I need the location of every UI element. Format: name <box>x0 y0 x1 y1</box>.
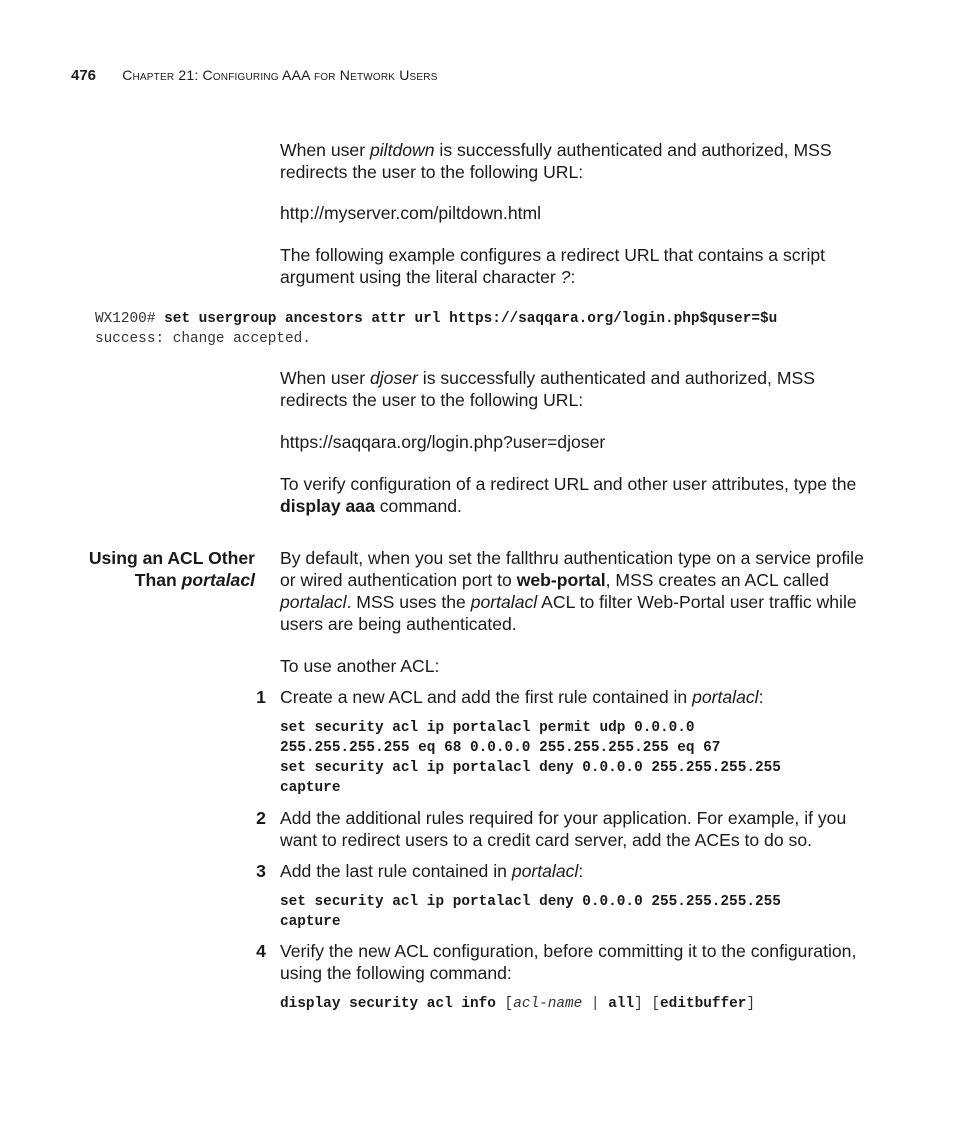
paragraph-default-acl: By default, when you set the fallthru authentication type on a service profile or wired authentication port to web-portal, MSS creates an ACL called portalacl. MSS uses the portalacl ACL to filter Web-Portal user traffic while users are being authenticated. <box>280 548 864 634</box>
url-djoser: https://saqqara.org/login.php?user=djoser <box>280 432 606 452</box>
section-heading: Using an ACL Other Than portalacl <box>88 548 255 590</box>
step-number: 1 <box>256 687 266 707</box>
paragraph-use-another-acl: To use another ACL: <box>280 656 440 676</box>
step-3-code: set security acl ip portalacl deny 0.0.0.0 255.255.255.255 capture <box>280 894 781 930</box>
cli-command-line <box>95 309 777 329</box>
paragraph-djoser: When user djoser is successfully authenticated and authorized, MSS redirects the user to the following URL: <box>280 368 815 410</box>
paragraph-piltdown: When user piltdown is successfully authenticated and authorized, MSS redirects the user to the following URL: <box>280 140 832 182</box>
page-number: 476 <box>71 67 97 84</box>
step-number: 2 <box>256 808 266 828</box>
step-number: 4 <box>256 941 266 961</box>
chapter-title: Chapter 21: Configuring AAA for Network Users <box>122 67 438 83</box>
page-header <box>71 67 438 84</box>
user-name: djoser <box>369 368 418 388</box>
display-aaa-command: display aaa <box>280 496 375 516</box>
paragraph-verify: To verify configuration of a redirect URL and other user attributes, type the display aaa command. <box>280 474 857 516</box>
user-name: piltdown <box>369 140 435 160</box>
step-4-syntax: display security acl info [acl-name | all] [editbuffer] <box>280 996 756 1012</box>
step-3-text: Add the last rule contained in portalacl: <box>280 861 584 881</box>
step-number: 3 <box>256 861 266 881</box>
url-piltdown: http://myserver.com/piltdown.html <box>280 203 542 223</box>
cli-command: set usergroup ancestors attr url https://saqqara.org/login.php$quser=$u <box>164 311 778 327</box>
step-4-text: Verify the new ACL configuration, before committing it to the configuration, using the following command: <box>280 941 857 983</box>
cli-prompt: WX1200# <box>95 311 165 327</box>
paragraph-script-argument: The following example configures a redirect URL that contains a script argument using the literal character ?: <box>280 245 826 287</box>
step-1-text: Create a new ACL and add the first rule contained in portalacl: <box>280 687 764 707</box>
step-2-text: Add the additional rules required for your application. For example, if you want to redirect users to a credit card server, add the ACEs to do so. <box>280 808 847 850</box>
step-1-code: set security acl ip portalacl permit udp 0.0.0.0 255.255.255.255 eq 68 0.0.0.0 255.255.255.255 eq 67 set security acl ip portalacl deny 0.0.0.0 255.255.255.255 capture <box>280 720 781 796</box>
cli-response: success: change accepted. <box>95 331 311 347</box>
